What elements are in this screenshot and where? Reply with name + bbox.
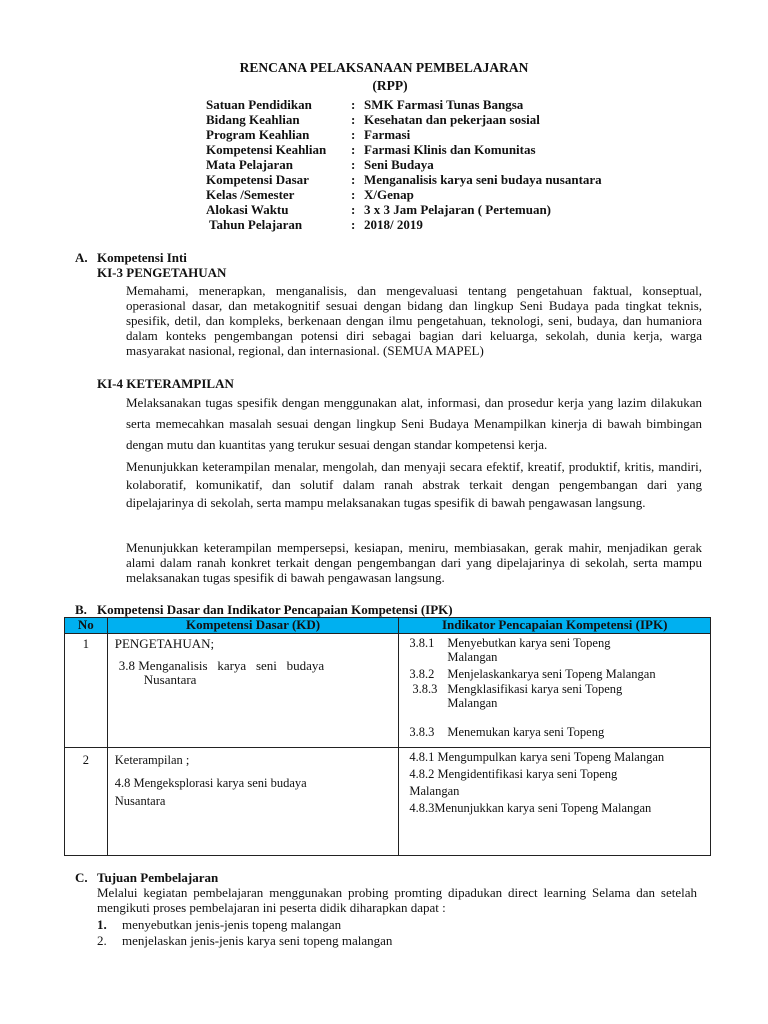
header-kd: Kompetensi Dasar (KD): [107, 618, 399, 634]
info-label: Kelas /Semester: [206, 187, 295, 202]
ipk-cell: [399, 634, 711, 748]
info-separator: :: [351, 172, 356, 187]
info-separator: :: [351, 217, 356, 232]
ki3-paragraph: [126, 283, 702, 358]
objective-number: 1.: [97, 917, 107, 932]
ki4-title: KI-4 KETERAMPILAN: [97, 376, 234, 391]
info-label: Bidang Keahlian: [206, 112, 300, 127]
kd-cell: [107, 748, 399, 856]
document-subtitle: (RPP): [372, 78, 408, 93]
ipk-item: [399, 682, 704, 710]
info-separator: :: [351, 187, 356, 202]
objective-text: menyebutkan jenis-jenis topeng malangan: [122, 917, 342, 932]
info-label: Kompetensi Keahlian: [206, 142, 327, 157]
ipk-item: [399, 667, 704, 681]
ki4-paragraph-1: [126, 392, 702, 455]
ipk-item: 4.8.1 Mengumpulkan karya seni Topeng Malangan: [409, 750, 665, 764]
objective-text: menjelaskan jenis-jenis karya seni topeng malangan: [122, 933, 393, 948]
ipk-text: Mengklasifikasi karya seni Topeng Malangan: [447, 682, 623, 710]
info-value: SMK Farmasi Tunas Bangsa: [364, 97, 524, 112]
info-value: Farmasi: [364, 127, 411, 142]
info-value: 2018/ 2019: [364, 217, 423, 232]
row-number: 1: [65, 634, 108, 748]
ki3-text: Memahami, menerapkan, menganalisis, dan mengevaluasi tentang pengetahuan faktual, konseptual, operasional dasar, dan metakognitif sesuai dengan bidang dan lingkup Seni Budaya pada tingkat teknis, spesifik, detil, dan kompleks, berkenaan dengan ilmu pengetahuan, teknologi, seni, budaya, dan humaniora dalam konteks pengembangan potensi diri sebagai bagian dari keluarga, sekolah, dunia kerja, warga masyarakat nasional, regional, dan internasional. (SEMUA MAPEL): [126, 283, 702, 358]
info-label: Satuan Pendidikan: [206, 97, 312, 112]
ipk-item: 4.8.3Menunjukkan karya seni Topeng Malangan: [409, 801, 652, 815]
info-value: Kesehatan dan pekerjaan sosial: [364, 112, 540, 127]
info-value: Farmasi Klinis dan Komunitas: [364, 142, 536, 157]
info-label: Alokasi Waktu: [206, 202, 289, 217]
ipk-item: [399, 636, 704, 664]
ki4-paragraph-2: [126, 458, 702, 512]
ipk-number: 3.8.1: [409, 636, 435, 650]
info-separator: :: [351, 127, 356, 142]
kd-cell: [107, 634, 399, 748]
kd-item: 4.8 Mengeksplorasi karya seni budaya Nusantara: [114, 776, 307, 808]
section-c-intro: Melalui kegiatan pembelajaran menggunakan probing promting dipadukan direct learning Selama dan setelah mengikuti proses pembelajaran ini peserta didik diharapkan dapat :: [97, 885, 697, 915]
objective-number: 2.: [97, 933, 107, 948]
table-header-row: [65, 618, 711, 634]
section-c-letter: C.: [75, 870, 88, 885]
ipk-item: [409, 766, 659, 800]
info-value: Seni Budaya: [364, 157, 434, 172]
info-value: Menganalisis karya seni budaya nusantara: [364, 172, 602, 187]
ki4-paragraph-3: [126, 540, 702, 585]
section-c-title: Tujuan Pembelajaran: [97, 870, 219, 885]
info-value: X/Genap: [364, 187, 414, 202]
ki3-title: KI-3 PENGETAHUAN: [97, 265, 227, 280]
table-row: [65, 634, 711, 748]
kd-item: 3.8 Menganalisis karya seni budaya: [118, 658, 325, 673]
info-label: Kompetensi Dasar: [206, 172, 309, 187]
row-number: 2: [65, 748, 108, 856]
document-title: RENCANA PELAKSANAAN PEMBELAJARAN: [239, 60, 529, 75]
info-separator: :: [351, 202, 356, 217]
kd-title: Keterampilan ;: [114, 753, 190, 767]
info-label: Program Keahlian: [206, 127, 310, 142]
info-separator: :: [351, 157, 356, 172]
header-ipk: Indikator Pencapaian Kompetensi (IPK): [399, 618, 711, 634]
ipk-item: [399, 725, 704, 739]
section-b-title: Kompetensi Dasar dan Indikator Pencapaian Kompetensi (IPK): [97, 602, 453, 617]
ipk-text: Menemukan karya seni Topeng: [447, 725, 605, 739]
info-separator: :: [351, 142, 356, 157]
info-separator: :: [351, 97, 356, 112]
kd-item-continued: Nusantara: [143, 672, 197, 687]
info-label: Tahun Pelajaran: [206, 217, 303, 232]
info-separator: :: [351, 112, 356, 127]
ki4-text-3: Menunjukkan keterampilan mempersepsi, kesiapan, meniru, membiasakan, gerak mahir, menjadikan gerak alami dalam ranah konkret terkait dengan pengembangan dari yang dipelajarinya di sekolah, serta mampu melaksanakan tugas spesifik di bawah pengawasan langsung.: [126, 540, 702, 585]
section-a-title: Kompetensi Inti: [97, 250, 187, 265]
ipk-number: 3.8.2: [409, 667, 435, 681]
section-b-letter: B.: [75, 602, 87, 617]
kd-title: PENGETAHUAN;: [114, 636, 215, 651]
ipk-number: 3.8.3: [409, 725, 435, 739]
ipk-text: Menjelaskankarya seni Topeng Malangan: [447, 667, 656, 681]
section-a-letter: A.: [75, 250, 88, 265]
info-label: Mata Pelajaran: [206, 157, 294, 172]
kd-ipk-table: [64, 617, 711, 856]
ipk-cell: [399, 748, 711, 856]
table-row: [65, 748, 711, 856]
info-value: 3 x 3 Jam Pelajaran ( Pertemuan): [364, 202, 552, 217]
header-no: No: [65, 618, 108, 634]
ipk-text: Menyebutkan karya seni Topeng Malangan: [447, 636, 611, 664]
ki4-text-1: Melaksanakan tugas spesifik dengan menggunakan alat, informasi, dan prosedur kerja yang lazim dilakukan serta memecahkan masalah sesuai dengan lingkup Seni Budaya Menampilkan kinerja di bawah bimbingan dengan mutu dan kuantitas yang terukur sesuai dengan standar kompetensi kerja.: [126, 395, 702, 452]
ipk-text: 4.8.2 Mengidentifikasi karya seni Topeng Malangan: [409, 767, 618, 798]
ki4-text-2: Menunjukkan keterampilan menalar, mengolah, dan menyaji secara efektif, kreatif, produktif, kritis, mandiri, kolaboratif, komunikatif, dan solutif dalam ranah abstrak terkait dengan pengembangan dari yang dipelajarinya di sekolah, serta mampu melaksanakan tugas spesifik di bawah pengawasan langsung.: [126, 459, 702, 510]
ipk-number: 3.8.3: [412, 682, 438, 696]
